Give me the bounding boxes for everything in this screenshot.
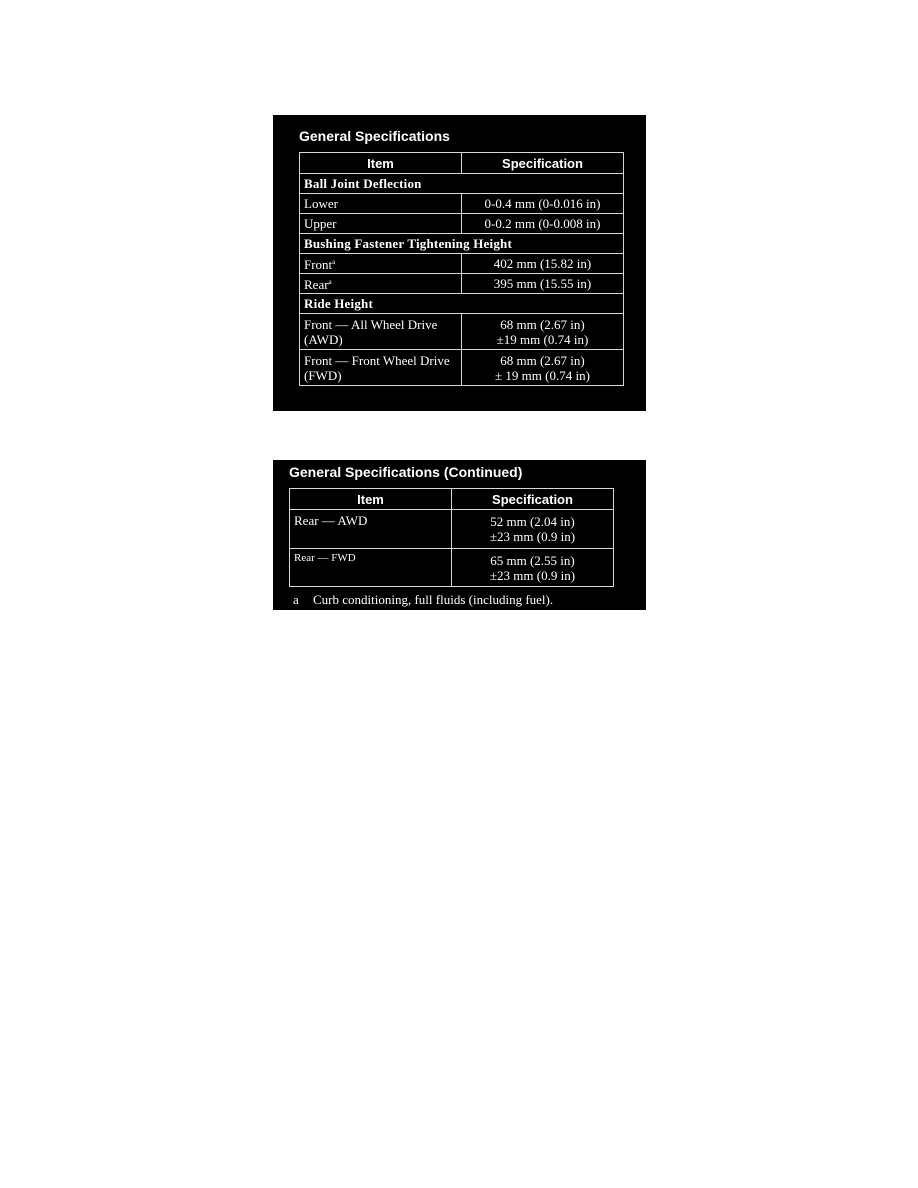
spec-line: 68 mm (2.67 in) [500, 316, 585, 332]
item-cell: Rear — FWD [290, 549, 452, 587]
section-ride-height: Ride Height [300, 294, 624, 314]
item-label: Front [304, 257, 333, 272]
table-row [300, 314, 624, 350]
item-cell: Front — Front Wheel Drive (FWD) [300, 350, 462, 386]
table-row [290, 549, 614, 587]
spec-line: 65 mm (2.55 in) [490, 552, 575, 568]
item-cell: Rear — AWD [290, 510, 452, 549]
spec-cell [452, 549, 614, 587]
column-header-specification: Specification [452, 489, 614, 510]
section-row [300, 234, 624, 254]
section-row [300, 174, 624, 194]
spec-panel-general [273, 115, 646, 411]
spec-tolerance: ± 19 mm (0.74 in) [495, 367, 590, 383]
spec-tolerance: ±23 mm (0.9 in) [489, 529, 576, 544]
table-title: General Specifications [299, 128, 450, 144]
table-row [300, 214, 624, 234]
spec-tolerance: ±23 mm (0.9 in) [489, 567, 576, 583]
item-label: Rear [304, 277, 329, 292]
item-cell [300, 274, 462, 294]
spec-cell: 0-0.4 mm (0-0.016 in) [462, 194, 624, 214]
item-cell [300, 254, 462, 274]
spec-panel-general-continued [273, 460, 646, 610]
footnote-text: Curb conditioning, full fluids (including fuel). [313, 592, 554, 607]
table-row [300, 350, 624, 386]
section-row [300, 294, 624, 314]
spec-line: 52 mm (2.04 in) [490, 514, 575, 529]
spec-table [289, 488, 614, 587]
item-cell: Lower [300, 194, 462, 214]
spec-cell [462, 314, 624, 350]
table-row [290, 510, 614, 549]
table-row [300, 254, 624, 274]
footnote-marker: a [328, 278, 332, 286]
spec-cell [462, 350, 624, 386]
spec-cell: 395 mm (15.55 in) [462, 274, 624, 294]
column-header-item: Item [290, 489, 452, 510]
item-cell: Front — All Wheel Drive (AWD) [300, 314, 462, 350]
table-header-row [300, 153, 624, 174]
spec-tolerance: ±19 mm (0.74 in) [496, 331, 589, 347]
table-footnote [293, 592, 553, 608]
section-bushing-fastener-tightening-height: Bushing Fastener Tightening Height [300, 234, 624, 254]
item-cell: Upper [300, 214, 462, 234]
column-header-item: Item [300, 153, 462, 174]
table-row [300, 194, 624, 214]
table-title: General Specifications (Continued) [289, 464, 523, 480]
spec-line: 68 mm (2.67 in) [500, 352, 585, 368]
section-ball-joint-deflection: Ball Joint Deflection [300, 174, 624, 194]
column-header-specification: Specification [462, 153, 624, 174]
table-header-row [290, 489, 614, 510]
spec-cell: 402 mm (15.82 in) [462, 254, 624, 274]
footnote-mark: a [293, 592, 299, 607]
spec-cell [452, 510, 614, 549]
spec-cell: 0-0.2 mm (0-0.008 in) [462, 214, 624, 234]
spec-table [299, 152, 624, 386]
table-row [300, 274, 624, 294]
footnote-marker: a [332, 258, 336, 266]
